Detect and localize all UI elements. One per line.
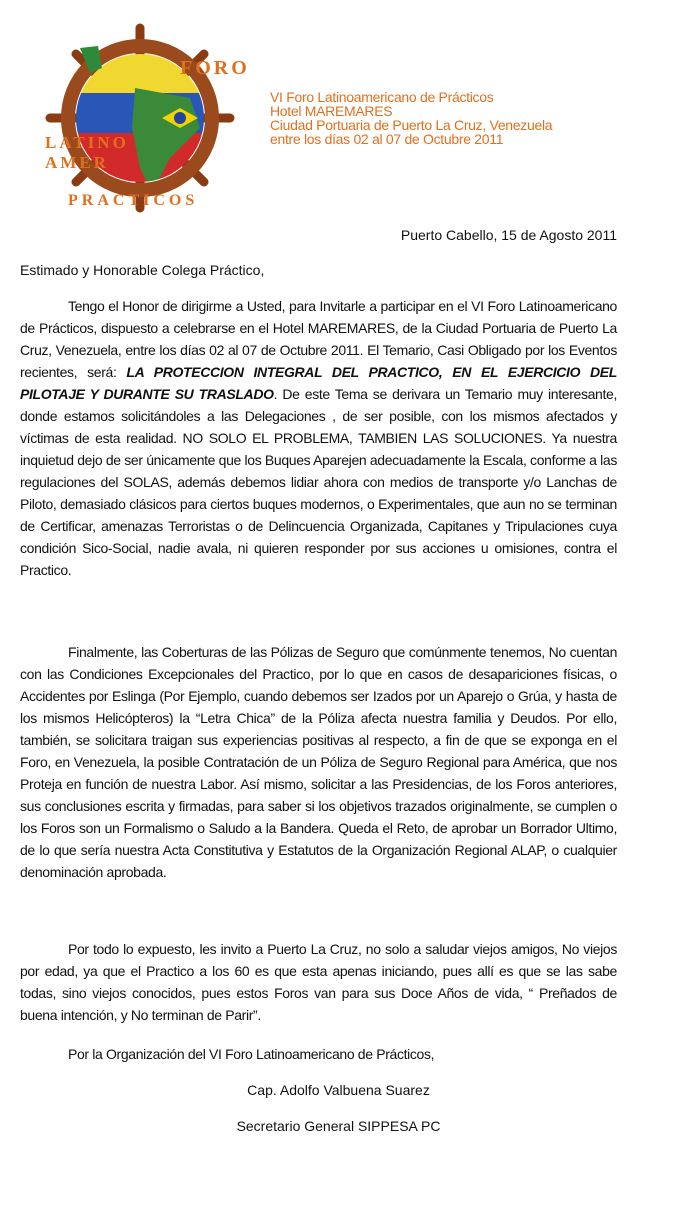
logo-text-practicos: PRACTICOS (68, 192, 199, 209)
paragraph1-text: Tengo el Honor de dirigirme a Usted, para Invitarle a participar en el VI Foro Latinoamericano de Prácticos, dispuesto a celebrarse en el Hotel MAREMARES, de la Ciudad Portuaria de Puerto La Cruz, Venezuela, entre los días 02 al 07 de Octubre 2011. El Temario, Casi Obligado por los Eventos recientes, será: (20, 298, 617, 380)
letter-date: Puerto Cabello, 15 de Agosto 2011 (400, 227, 617, 243)
event-dates: entre los días 02 al 07 de Octubre 2011 (270, 131, 504, 147)
paragraph-insurance: Finalmente, las Coberturas de las Pólizas de Seguro que comúnmente tenemos, No cuentan con las Condiciones Excepcionales del Practico, por lo que en casos de desapariciones físicas, o Accidentes por Eslinga (Por Ejemplo, cuando debemos ser Izados por un Aparejo o Grúa, y hasta de los mismos Helicópteros) la “Letra Chica” de la Póliza afecta nuestra familia y Deudos. Por ello, también, se solicitara traigan sus experiencias positivas al respecto, a fin de que se exponga en el Foro, en Venezuela, la posible Contratación de un Póliza de Seguro Regional para América, que nos Proteja en función de nuestra Labor. Así mismo, solicitar a las Presidencias, de los Foros anteriores, sus conclusiones escrita y firmadas, para saber si los objetivos trazados originalmente, se cumplen o los Foros son un Formalismo o Saludo a la Bandera. Queda el Reto, de aprobar un Borrador Ultimo, de lo que sería nuestra Acta Constitutiva y Estatutos de la Organización Regional ALAP, o cualquier denominación aprobada. (20, 644, 617, 880)
event-hotel: Hotel MAREMARES (270, 103, 393, 119)
signer-name: Cap. Adolfo Valbuena Suarez (247, 1082, 430, 1098)
paragraph1-rest: . De este Tema se derivara un Temario muy interesante, donde estamos solicitándoles a las Delegaciones , de ser posible, con los mismos afectados y víctimas de esta realidad. NO SOLO EL PROBLEMA, TAMBIEN LAS SOLUCIONES. Ya nuestra inquietud dejo de ser únicamente que los Buques Aparejen adecuadamente la Escala, conforme a las regulaciones del SOLAS, además debemos lidiar ahora con medios de transporte y/o Lanchas de Piloto, demasiado clásicos para ciertos buques modernos, o Experimentales, que aun no se terminan de Certificar, amenazas Terroristas o de Delincuencia Organizada, Capitanes y Tripulaciones cuya condición Sico-Social, nadie avala, ni quieren responder por sus acciones u omisiones, contra el Practico. (20, 386, 617, 578)
foro-logo (40, 18, 275, 218)
paragraph-invitation (20, 295, 617, 581)
paragraph1-theme: LA PROTECCION INTEGRAL DEL PRACTICO, EN EL EJERCICIO DEL PILOTAJE Y DURANTE SU TRASLADO (20, 364, 617, 402)
event-header (270, 90, 552, 146)
salutation: Estimado y Honorable Colega Práctico, (20, 262, 265, 278)
signer-title: Secretario General SIPPESA PC (236, 1118, 441, 1134)
event-title: VI Foro Latinoamericano de Prácticos (270, 89, 494, 105)
logo-text-latino: LATINO (45, 133, 129, 152)
event-city: Ciudad Portuaria de Puerto La Cruz, Venezuela (270, 117, 553, 133)
paragraph-closing-invite: Por todo lo expuesto, les invito a Puerto La Cruz, no solo a saludar viejos amigos, No viejos por edad, ya que el Practico a los 60 es que esta apenas iniciando, pues allí es que se las sabe todas, sino viejos conocidos, pues estos Foros van para sus Doce Años de vida, “ Preñados de buena intención, y No terminan de Parir”. (20, 941, 617, 1023)
logo-text-foro: FORO (180, 57, 250, 79)
ship-wheel-map-icon (40, 18, 275, 218)
logo-text-amer: AMER (45, 153, 109, 172)
closing-line: Por la Organización del VI Foro Latinoamericano de Prácticos, (68, 1046, 435, 1062)
